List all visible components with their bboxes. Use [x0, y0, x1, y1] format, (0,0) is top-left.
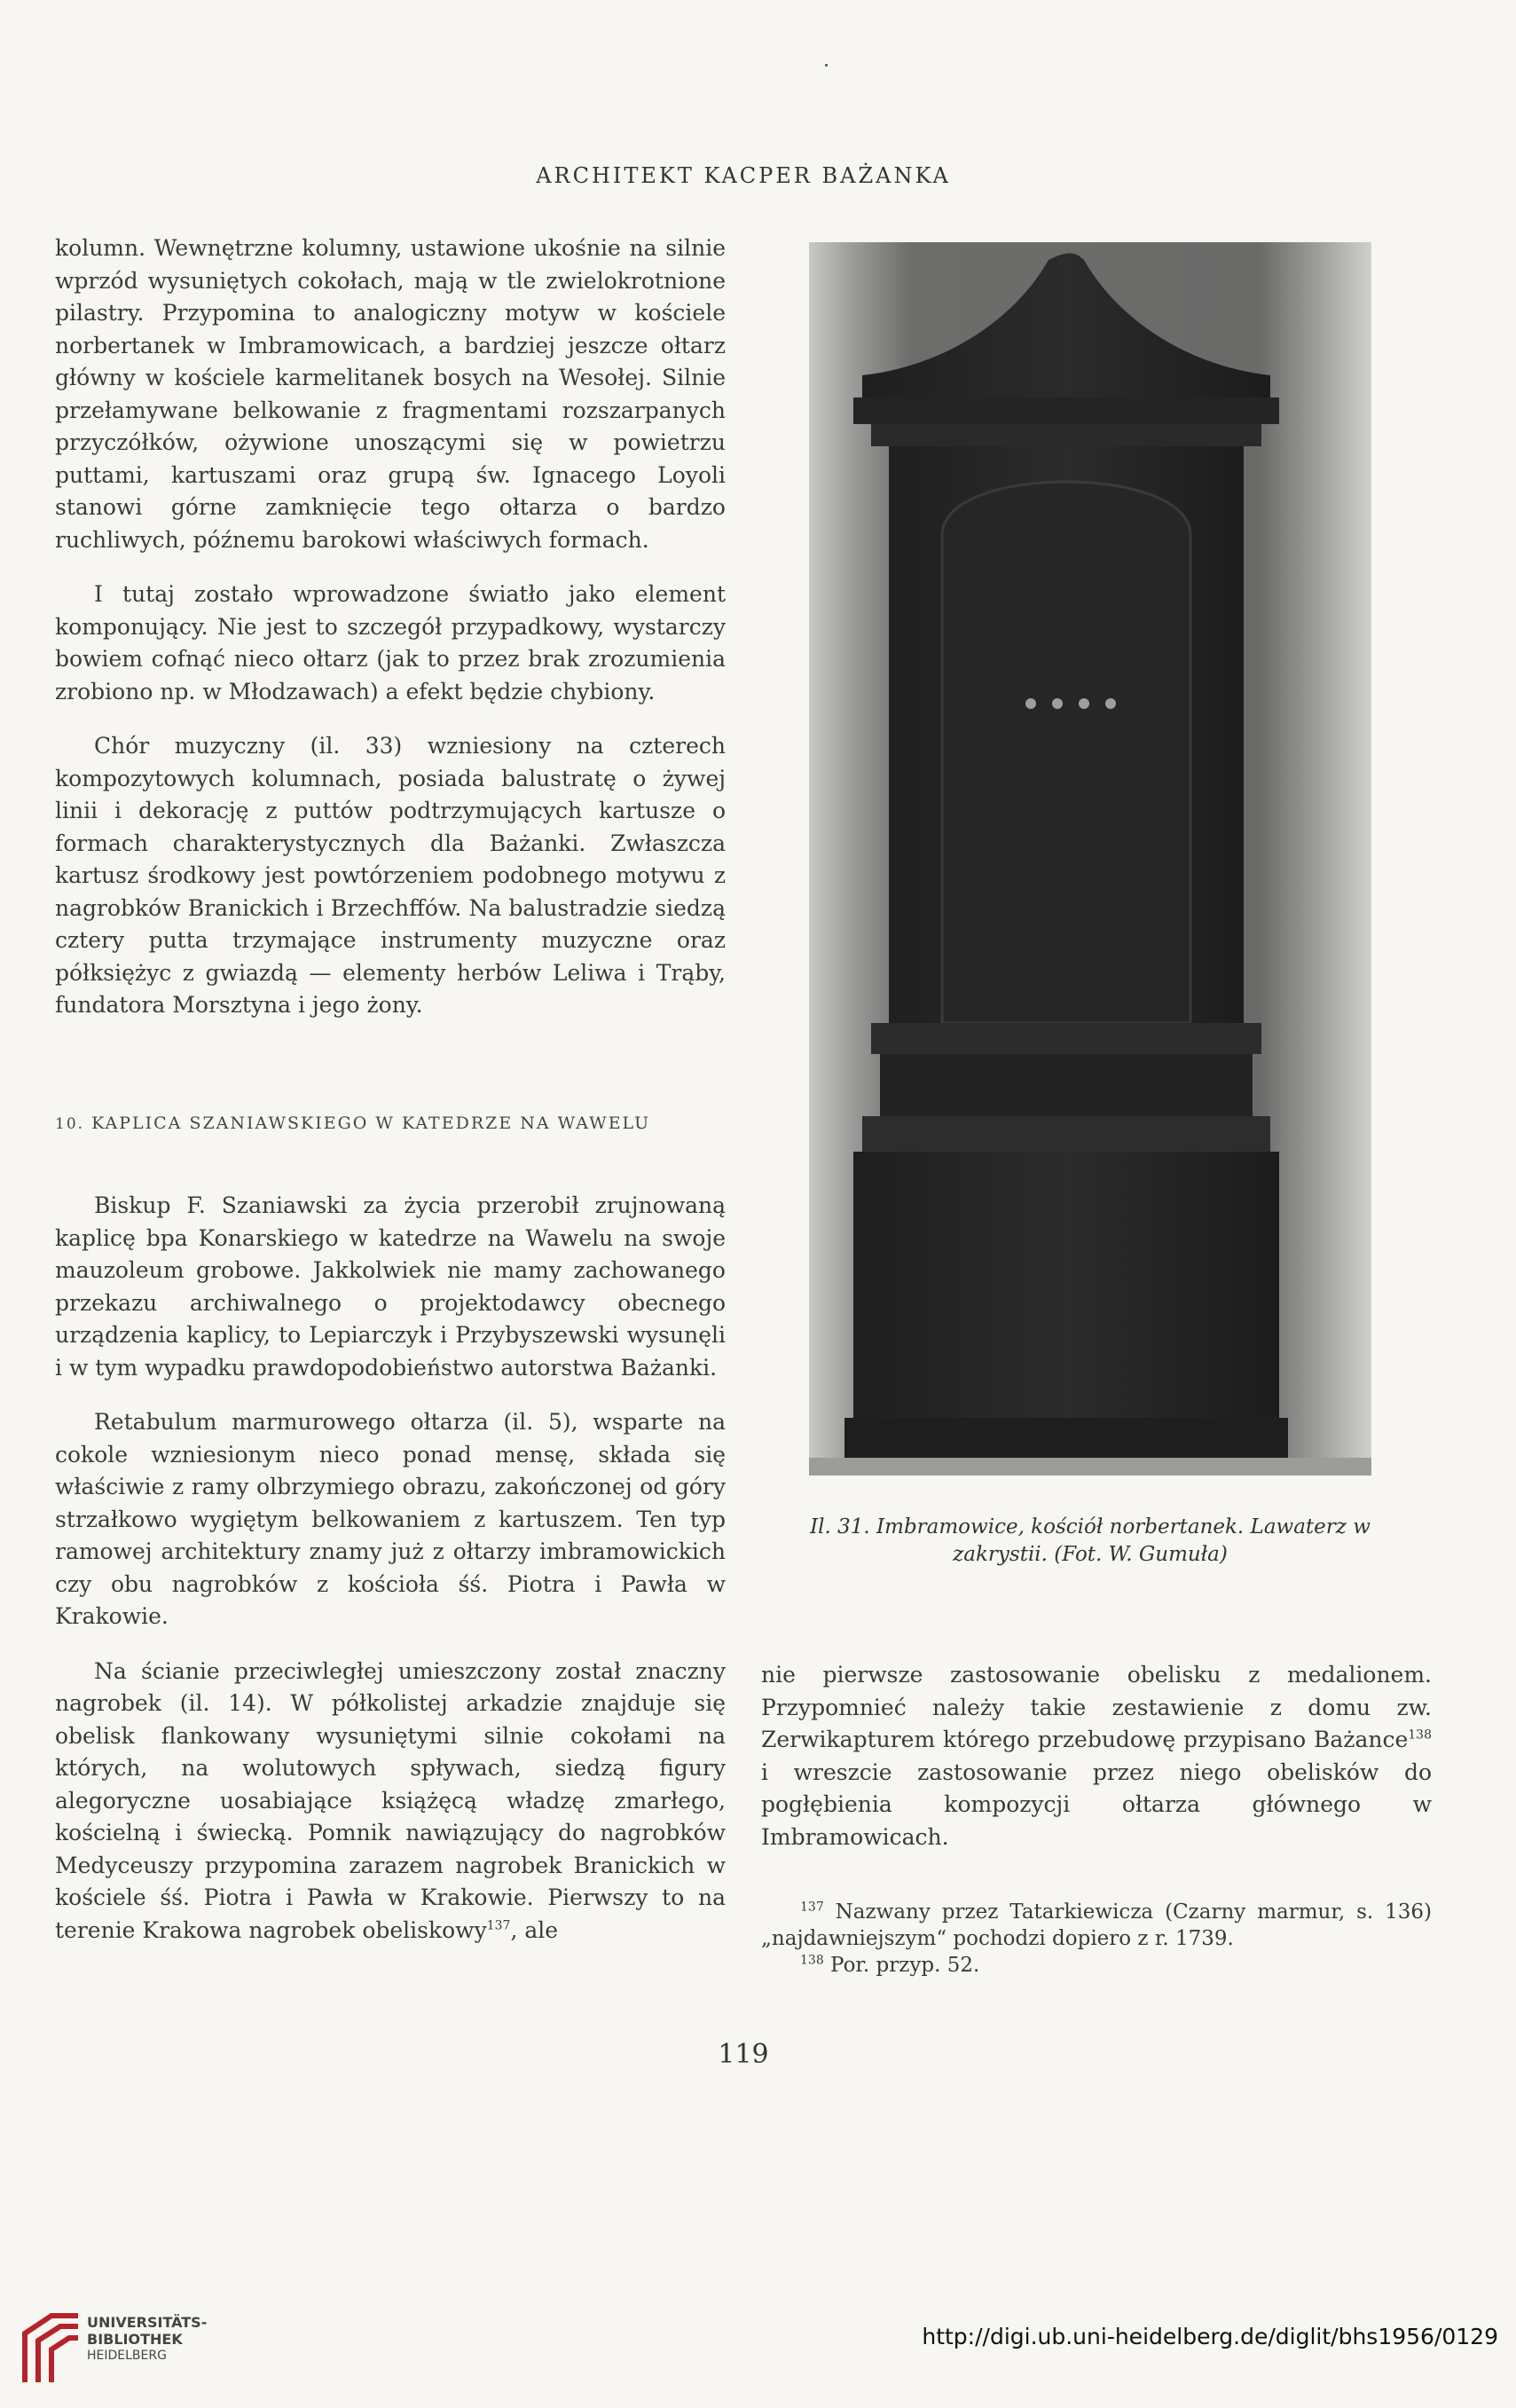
page-number: 119: [718, 2039, 769, 2070]
footnotes: [761, 1899, 1432, 1979]
figure-photo-lavabo: [809, 242, 1371, 1475]
figure-caption: Il. 31. Imbramowice, kościół norbertanek. Lawaterz w zakrystii. (Fot. W. Gumuła): [810, 1515, 1371, 1566]
paragraph: Chór muzyczny (il. 33) wzniesiony na czterech kompozytowych kolumnach, posiada balustratę o żywej linii i dekorację z puttów podtrzymujących kartusze o formach charakterystycznych dla Bażanki. Zwłaszcza kartusz środkowy jest powtórzeniem podobnego motywu z nagrobków Branickich i Brzechffów. Na balustradzie siedzą cztery putta trzymające instrumenty muzyczne oraz półksiężyc z gwiazdą — elementy herbów Leliwa i Trąby, fundatora Morsztyna i jego żony.: [55, 733, 726, 1018]
paragraph-text-end: , ale: [510, 1916, 559, 1943]
library-name: UNIVERSITÄTS- BIBLIOTHEK HEIDELBERG: [87, 2314, 208, 2363]
footnote-ref: 137: [486, 1918, 511, 1933]
footnote-text: Nazwany przez Tatarkiewicza (Czarny marmur, s. 136) „najdawniejszym“ pochodzi dopiero z r. 1739.: [761, 1900, 1432, 1950]
scan-speck: [825, 64, 828, 67]
paragraph: kolumn. Wewnętrzne kolumny, ustawione ukośnie na silnie wprzód wysuniętych cokołach, mają w tle zwielokrotnione pilastry. Przypomina to analogiczny motyw w kościele norbertanek w Imbramowicach, a bardziej jeszcze ołtarz główny w kościele karmelitanek bosych na Wesołej. Silnie przełamywane belkowanie z fragmentami rozszarpanych przyczółków, ożywione unoszącymi się w powietrzu puttami, kartuszami oraz grupą św. Ignacego Loyoli stanowi górne zamknięcie tego ołtarza o bardzo ruchliwych, późnemu barokowi właściwych formach.: [55, 235, 726, 553]
footnote-text: Por. przyp. 52.: [823, 1954, 980, 1977]
section-title: KAPLICA SZANIAWSKIEGO W KATEDRZE NA WAWELU: [91, 1113, 651, 1133]
running-head: ARCHITEKT KACPER BAŻANKA: [536, 163, 951, 188]
footnote-ref: 138: [1408, 1727, 1432, 1743]
lavabo-illustration: [809, 242, 1371, 1475]
paragraph: [761, 1659, 1432, 1853]
footnote: [761, 1899, 1432, 1952]
section-heading: [55, 1107, 726, 1141]
paragraph-text: Na ścianie przeciwległej umieszczony został znaczny nagrobek (il. 14). W półkolistej arkadzie znajduje się obelisk flankowany wysuniętymi silnie cokołami na których, na wolutowych spływach, siedzą figury alegoryczne uosabiające książęcą władzę zmarłego, kościelną i świecką. Pomnik nawiązujący do nagrobków Medyceuszy przypomina zarazem nagrobek Branickich w kościele śś. Piotra i Pawła w Krakowie. Pierwszy to na terenie Krakowa nagrobek obeliskowy: [55, 1657, 726, 1943]
left-column: [55, 232, 726, 1969]
paragraph-text-end: i wreszcie zastosowanie przez niego obelisków do pogłębienia kompozycji ołtarza głównego w Imbramowicach.: [761, 1759, 1432, 1850]
section-number: 10.: [55, 1114, 85, 1133]
source-url-link[interactable]: http://digi.ub.uni-heidelberg.de/diglit/bhs1956/0129: [922, 2324, 1498, 2349]
footnote-number: 137: [800, 1900, 824, 1915]
paragraph: Retabulum marmurowego ołtarza (il. 5), wsparte na cokole wzniesionym nieco ponad mensę, składa się właściwie z ramy olbrzymiego obrazu, zakończonej od góry strzałkowo wygiętym belkowaniem z kartuszem. Ten typ ramowej architektury znamy już z ołtarzy imbramowickich czy obu nagrobków z kościoła śś. Piotra i Pawła w Krakowie.: [55, 1409, 726, 1629]
footnote: [761, 1952, 1432, 1979]
paragraph: [55, 1656, 726, 1948]
paragraph: I tutaj zostało wprowadzone światło jako element komponujący. Nie jest to szczegół przypadkowy, wystarczy bowiem cofnąć nieco ołtarz (jak to przez brak zrozumienia zrobiono np. w Młodzawach) a efekt będzie chybiony.: [55, 581, 726, 704]
paragraph-text: nie pierwsze zastosowanie obelisku z medalionem. Przypomnieć należy takie zestawienie z domu zw. Zerwikapturem którego przebudowę przypisano Bażance: [761, 1662, 1432, 1752]
right-column: [761, 1659, 1432, 1853]
footnote-number: 138: [800, 1953, 824, 1968]
paragraph: Biskup F. Szaniawski za życia przerobił zrujnowaną kaplicę bpa Konarskiego w katedrze na Wawelu na swoje mauzoleum grobowe. Jakkolwiek nie mamy zachowanego przekazu archiwalnego o projektodawcy obecnego urządzenia kaplicy, to Lepiarczyk i Przybyszewski wysunęli i w tym wypadku prawdopodobieństwo autorstwa Bażanki.: [55, 1192, 726, 1381]
